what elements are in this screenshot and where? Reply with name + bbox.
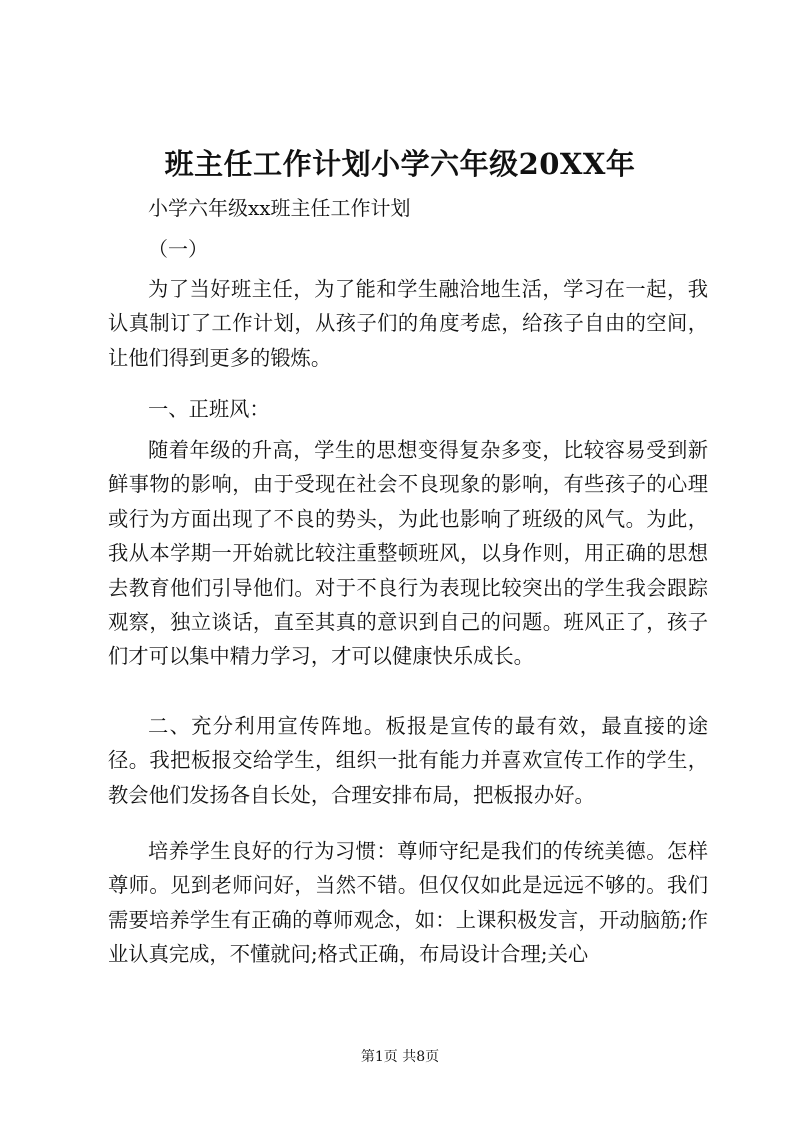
section-number: （一） (148, 237, 208, 261)
paragraph-class-style: 随着年级的升高，学生的思想变得复杂多变，比较容易受到新鲜事物的影响，由于受现在社会不良现象的影响，有些孩子的心理或行为方面出现了不良的势头，为此也影响了班级的风气。为此，我从本学期一开始就比较注重整顿班风，以身作则，用正确的思想去教育他们引导他们。对于不良行为表现比较突出的学生我会跟踪观察，独立谈话，直至其真的意识到自己的问题。班风正了，孩子们才可以集中精力学习，才可以健康快乐成长。 (108, 438, 708, 669)
document-title: 班主任工作计划小学六年级20XX年 (164, 147, 636, 181)
paragraph-habits: 培养学生良好的行为习惯：尊师守纪是我们的传统美德。怎样尊师。见到老师问好，当然不错。但仅仅如此是远远不够的。我们需要培养学生有正确的尊师观念，如：上课积极发言，开动脑筋;作业认真完成，不懂就问;格式正确，布局设计合理;关心 (108, 839, 708, 967)
page-footer: 第1页 共8页 (360, 1049, 440, 1065)
document-subtitle: 小学六年级xx班主任工作计划 (148, 196, 411, 220)
paragraph-intro: 为了当好班主任，为了能和学生融洽地生活，学习在一起，我认真制订了工作计划，从孩子们的角度考虑，给孩子自由的空间，让他们得到更多的锻炼。 (108, 277, 708, 370)
paragraph-blackboard: 二、充分利用宣传阵地。板报是宣传的最有效，最直接的途径。我把板报交给学生，组织一批有能力并喜欢宣传工作的学生，教会他们发扬各自长处，合理安排布局，把板报办好。 (108, 714, 708, 807)
heading-class-style: 一、正班风： (148, 397, 270, 421)
